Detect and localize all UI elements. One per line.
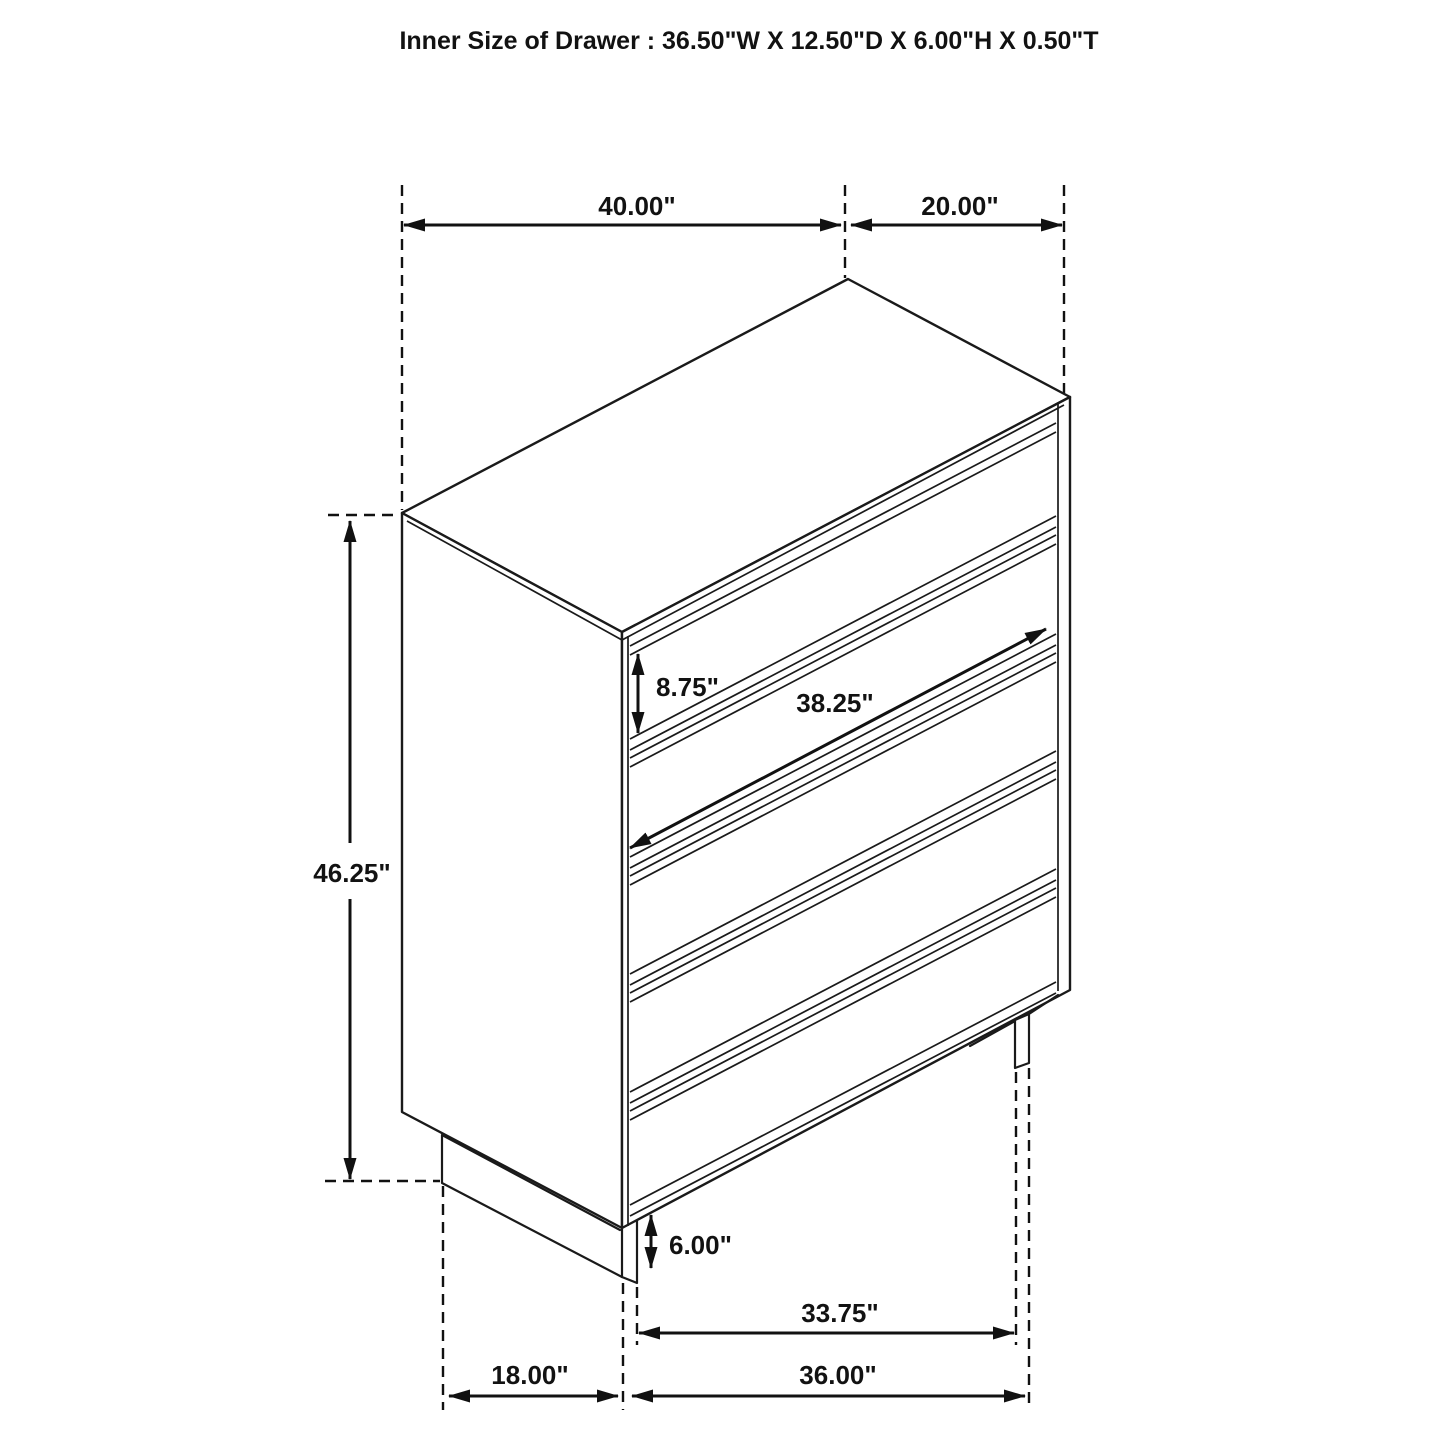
diagram-title: Inner Size of Drawer : 36.50"W X 12.50"D X 6.00"H X 0.50"T <box>399 27 1099 55</box>
front-left-leg <box>622 1221 637 1283</box>
dim-label-top-depth: 20.00" <box>921 191 999 221</box>
dim-label-height: 46.25" <box>313 858 391 888</box>
dim-label-top-width: 40.00" <box>598 191 676 221</box>
cabinet-side-panel <box>402 513 622 1228</box>
dim-label-side-leg-span: 18.00" <box>491 1360 569 1390</box>
dim-label-drawer-height: 8.75" <box>656 672 719 702</box>
dim-label-leg-height: 6.00" <box>669 1230 732 1260</box>
dim-label-leg-span-inner: 33.75" <box>801 1298 879 1328</box>
chest-of-drawers <box>402 279 1070 1283</box>
dim-label-leg-span-outer: 36.00" <box>799 1360 877 1390</box>
dim-label-drawer-width: 38.25" <box>796 688 874 718</box>
